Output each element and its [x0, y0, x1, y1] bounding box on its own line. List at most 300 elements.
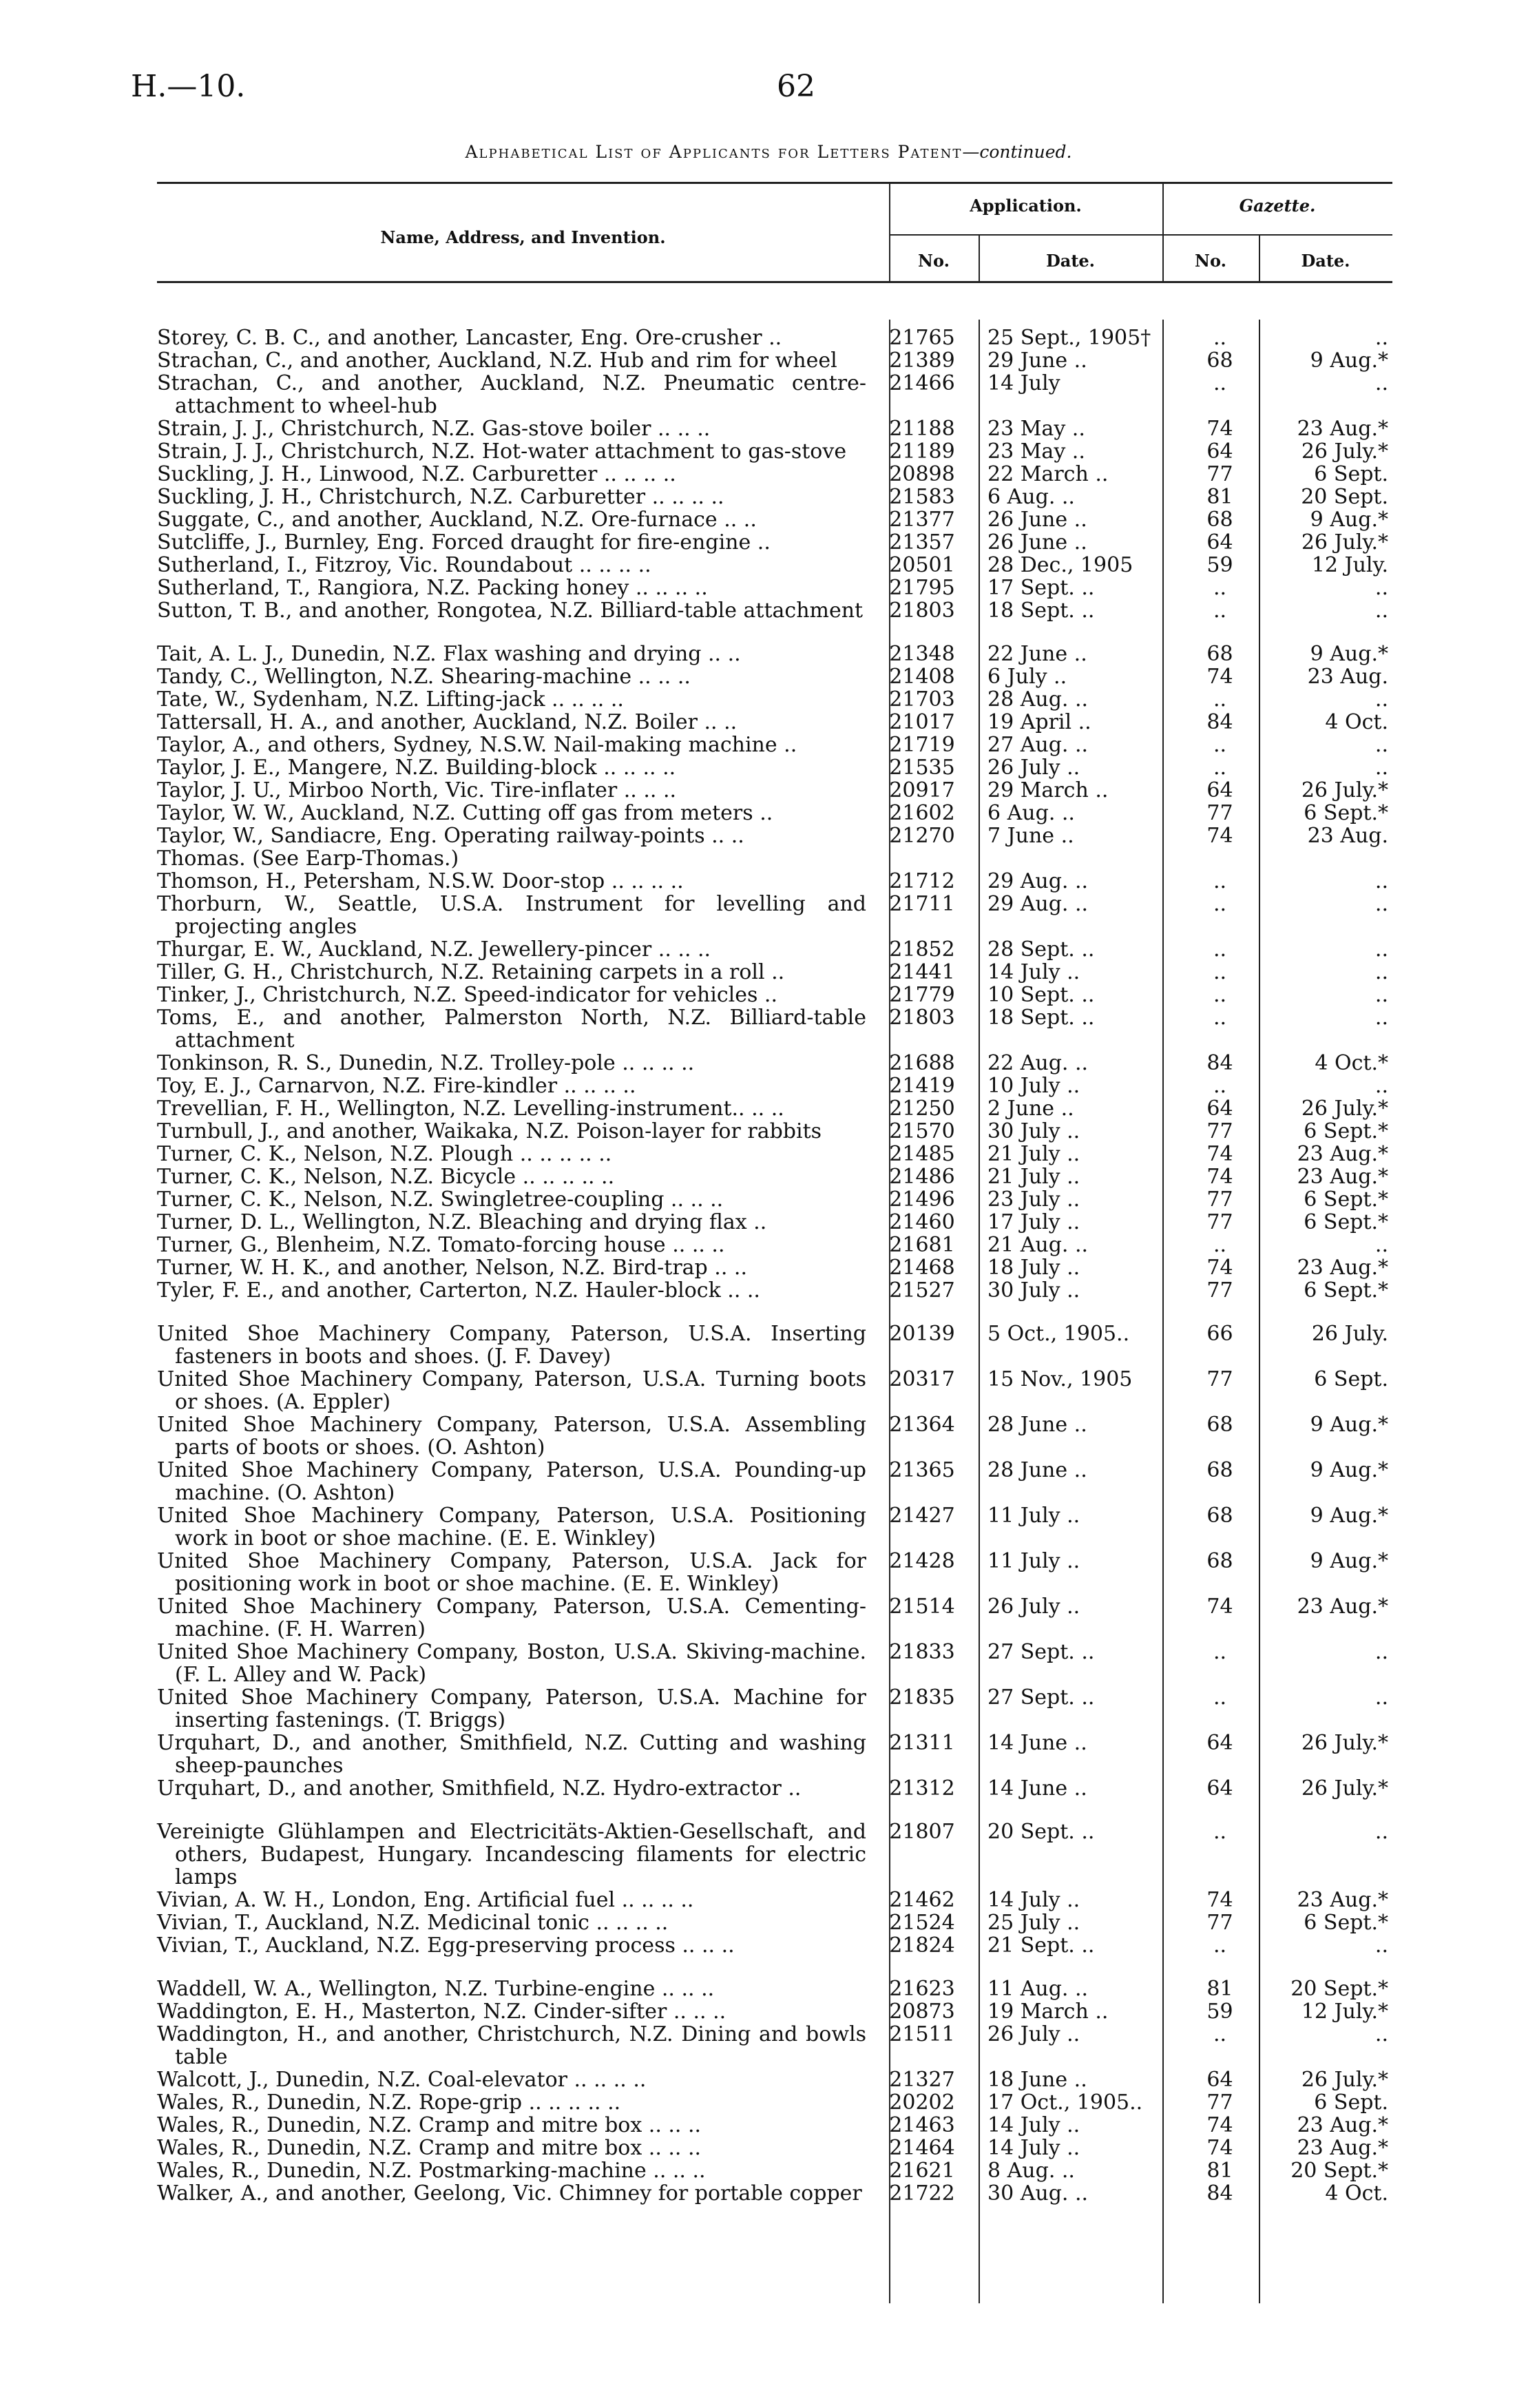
gazette-number: .. — [1213, 1640, 1227, 1664]
application-number: 21419 — [889, 1074, 955, 1098]
applicant-name-invention: United Shoe Machinery Company, Paterson, U.S.A. Assembling parts of boots or shoes. (O. Ashton) — [157, 1413, 866, 1460]
applicant-name-invention: Strachan, C., and another, Auckland, N.Z. Pneumatic centre-attachment to wheel-hub — [157, 371, 866, 418]
applicant-name-invention: United Shoe Machinery Company, Paterson, U.S.A. Jack for positioning work in boot or shoe machine. (E. E. Winkley) — [157, 1549, 866, 1596]
table-row — [157, 486, 1392, 508]
table-row — [157, 1234, 1392, 1256]
application-date: 6 July .. — [987, 665, 1067, 689]
applicant-name-invention: Suckling, J. H., Christchurch, N.Z. Carburetter .. .. .. .. — [157, 485, 724, 509]
gazette-number: 81 — [1206, 2159, 1233, 2183]
application-date: 29 Aug. .. — [987, 869, 1089, 893]
application-number: 21017 — [889, 710, 955, 734]
header-bottom-rule — [157, 281, 1392, 283]
application-date: 26 July .. — [987, 1595, 1080, 1619]
gazette-date: 4 Oct. — [1325, 710, 1388, 734]
application-date: 30 Aug. .. — [987, 2181, 1089, 2205]
gazette-date: 26 July.* — [1301, 778, 1388, 802]
application-number: 21835 — [889, 1685, 955, 1710]
gazette-date: 6 Sept.* — [1304, 1119, 1388, 1143]
gazette-number: .. — [1213, 756, 1227, 780]
gazette-date: .. — [1374, 869, 1388, 893]
gazette-date: .. — [1374, 1640, 1388, 1664]
applicant-name-invention: Toms, E., and another, Palmerston North, N.Z. Billiard-table attachment — [157, 1006, 866, 1052]
table-row — [157, 2182, 1392, 2205]
application-date: 6 Aug. .. — [987, 485, 1075, 509]
table-row — [157, 665, 1392, 688]
applicant-name-invention: Turner, D. L., Wellington, N.Z. Bleaching and drying flax .. — [157, 1210, 767, 1234]
applicant-name-invention: United Shoe Machinery Company, Paterson, U.S.A. Machine for inserting fastenings. (T. Briggs) — [157, 1685, 866, 1732]
gazette-number: 66 — [1206, 1322, 1233, 1346]
gazette-number: 77 — [1206, 462, 1233, 486]
application-date: 21 Aug. .. — [987, 1233, 1089, 1257]
application-date: 18 Sept. .. — [987, 599, 1095, 623]
gazette-date: 9 Aug.* — [1310, 349, 1388, 373]
gazette-date: 9 Aug.* — [1310, 1504, 1388, 1528]
application-date: 27 Aug. .. — [987, 733, 1089, 757]
table-row — [157, 984, 1392, 1006]
gazette-date: 6 Sept. — [1314, 2090, 1388, 2115]
application-number: 21188 — [889, 417, 955, 441]
column-header-gazette: Gazette. — [1239, 196, 1316, 216]
gazette-date: .. — [1374, 2022, 1388, 2046]
application-date: 27 Sept. .. — [987, 1640, 1095, 1664]
gazette-date: 26 July.* — [1301, 2068, 1388, 2092]
application-number: 21460 — [889, 1210, 955, 1234]
entry-list — [157, 326, 1392, 2205]
table-row — [157, 1279, 1392, 1302]
gazette-date: .. — [1374, 576, 1388, 600]
application-number: 21357 — [889, 530, 955, 554]
gazette-number: .. — [1213, 1685, 1227, 1710]
gazette-number: .. — [1213, 1233, 1227, 1257]
table-row — [157, 756, 1392, 779]
application-number: 21570 — [889, 1119, 955, 1143]
application-number: 21527 — [889, 1278, 955, 1302]
gazette-date: .. — [1374, 892, 1388, 916]
application-number: 21496 — [889, 1187, 955, 1212]
table-row — [157, 802, 1392, 824]
applicant-name-invention: Tonkinson, R. S., Dunedin, N.Z. Trolley-pole .. .. .. .. — [157, 1051, 695, 1075]
gazette-number: 68 — [1206, 349, 1233, 373]
applicant-name-invention: United Shoe Machinery Company, Paterson, U.S.A. Positioning work in boot or shoe machine. (E. E. Winkley) — [157, 1504, 866, 1550]
table-row — [157, 463, 1392, 486]
application-number: 21408 — [889, 665, 955, 689]
applicant-name-invention: Strachan, C., and another, Auckland, N.Z. Hub and rim for wheel — [157, 349, 837, 373]
table-row — [157, 2068, 1392, 2091]
gazette-date: 12 July. — [1311, 553, 1388, 577]
table-row — [157, 847, 1392, 870]
table-row — [157, 961, 1392, 984]
table-row — [157, 372, 1392, 417]
table-row — [157, 1686, 1392, 1732]
gazette-number: .. — [1213, 326, 1227, 350]
gazette-number: 74 — [1206, 1256, 1233, 1280]
application-number: 21377 — [889, 508, 955, 532]
gazette-date: .. — [1374, 983, 1388, 1007]
application-number: 21464 — [889, 2136, 955, 2160]
application-date: 14 July .. — [987, 1888, 1080, 1912]
application-number: 20317 — [889, 1367, 955, 1391]
applicant-name-invention: Suggate, C., and another, Auckland, N.Z. Ore-furnace .. .. — [157, 508, 757, 532]
table-row — [157, 734, 1392, 756]
applicant-name-invention: United Shoe Machinery Company, Boston, U.S.A. Skiving-machine. (F. L. Alley and W. Pack) — [157, 1640, 866, 1687]
gazette-number: 81 — [1206, 1977, 1233, 2001]
application-date: 14 June .. — [987, 1776, 1087, 1800]
gazette-number: 77 — [1206, 1119, 1233, 1143]
gazette-date: 6 Sept. — [1314, 1367, 1388, 1391]
applicant-name-invention: Urquhart, D., and another, Smithfield, N.Z. Cutting and washing sheep-paunches — [157, 1731, 866, 1778]
application-number: 21524 — [889, 1911, 955, 1935]
application-number: 21722 — [889, 2181, 955, 2205]
applicant-name-invention: Thomson, H., Petersham, N.S.W. Door-stop .. .. .. .. — [157, 869, 684, 893]
applicant-name-invention: Turner, C. K., Nelson, N.Z. Swingletree-coupling .. .. .. — [157, 1187, 724, 1212]
gazette-number: 68 — [1206, 508, 1233, 532]
gazette-number: 77 — [1206, 1278, 1233, 1302]
table-row — [157, 1911, 1392, 1934]
applicant-name-invention: Tyler, F. E., and another, Carterton, N.Z. Hauler-block .. .. — [157, 1278, 760, 1302]
table-row — [157, 1368, 1392, 1413]
applicant-name-invention: Taylor, J. E., Mangere, N.Z. Building-block .. .. .. .. — [157, 756, 676, 780]
gazette-date: 26 July. — [1311, 1322, 1388, 1346]
gazette-number: 77 — [1206, 1210, 1233, 1234]
table-row — [157, 2023, 1392, 2068]
applicant-name-invention: Trevellian, F. H., Wellington, N.Z. Levelling-instrument.. .. .. — [157, 1097, 784, 1121]
gazette-number: 59 — [1206, 553, 1233, 577]
application-date: 23 May .. — [987, 439, 1085, 464]
applicant-name-invention: United Shoe Machinery Company, Paterson, U.S.A. Pounding-up machine. (O. Ashton) — [157, 1458, 866, 1505]
application-date: 17 Oct., 1905.. — [987, 2090, 1143, 2115]
gazette-number: 74 — [1206, 1165, 1233, 1189]
gazette-number: .. — [1213, 733, 1227, 757]
application-date: 28 June .. — [987, 1458, 1087, 1482]
application-date: 23 May .. — [987, 417, 1085, 441]
table-row — [157, 1595, 1392, 1641]
gazette-number: 64 — [1206, 439, 1233, 464]
application-date: 28 Aug. .. — [987, 687, 1089, 712]
page-title — [0, 142, 1537, 162]
application-number: 21348 — [889, 642, 955, 666]
table-row — [157, 1097, 1392, 1120]
applicant-name-invention: United Shoe Machinery Company, Paterson, U.S.A. Cementing-machine. (F. H. Warren) — [157, 1595, 866, 1641]
table-row — [157, 1075, 1392, 1097]
gazette-number: 81 — [1206, 485, 1233, 509]
applicant-name-invention: Tandy, C., Wellington, N.Z. Shearing-machine .. .. .. — [157, 665, 691, 689]
gazette-number: .. — [1213, 937, 1227, 962]
application-date: 18 Sept. .. — [987, 1006, 1095, 1030]
application-number: 21468 — [889, 1256, 955, 1280]
applicant-name-invention: Tate, W., Sydenham, N.Z. Lifting-jack .. .. .. .. — [157, 687, 624, 712]
gazette-date: 23 Aug.* — [1297, 1142, 1388, 1166]
application-date: 30 July .. — [987, 1119, 1080, 1143]
application-number: 20202 — [889, 2090, 955, 2115]
application-date: 14 July — [987, 371, 1060, 395]
gazette-date: .. — [1374, 1074, 1388, 1098]
applicant-name-invention: Sutton, T. B., and another, Rongotea, N.Z. Billiard-table attachment — [157, 599, 864, 623]
application-number: 21824 — [889, 1933, 955, 1958]
column-header-application: Application. — [970, 196, 1082, 216]
table-row — [157, 688, 1392, 711]
applicant-name-invention: Turner, C. K., Nelson, N.Z. Bicycle .. .. .. .. .. — [157, 1165, 615, 1189]
application-number: 21719 — [889, 733, 955, 757]
gazette-date: .. — [1374, 960, 1388, 984]
table-row — [157, 1188, 1392, 1211]
application-number: 21466 — [889, 371, 955, 395]
application-number: 21681 — [889, 1233, 955, 1257]
application-date: 18 June .. — [987, 2068, 1087, 2092]
applicant-name-invention: Toy, E. J., Carnarvon, N.Z. Fire-kindler .. .. .. .. — [157, 1074, 636, 1098]
application-number: 21463 — [889, 2113, 955, 2137]
application-date: 10 July .. — [987, 1074, 1080, 1098]
applicant-name-invention: Turnbull, J., and another, Waikaka, N.Z. Poison-layer for rabbits — [157, 1119, 822, 1143]
application-date: 27 Sept. .. — [987, 1685, 1095, 1710]
document-code: H.—10. — [131, 69, 246, 104]
application-number: 21485 — [889, 1142, 955, 1166]
applicant-name-invention: Walcott, J., Dunedin, N.Z. Coal-elevator .. .. .. .. — [157, 2068, 647, 2092]
application-date: 14 June .. — [987, 1731, 1087, 1755]
application-number: 21462 — [889, 1888, 955, 1912]
title-text: Alphabetical List of Applicants for Letters Patent — [465, 142, 963, 162]
table-row — [157, 1550, 1392, 1595]
gazette-date: .. — [1374, 1006, 1388, 1030]
column-header-app-date: Date. — [1045, 251, 1096, 271]
application-number: 20898 — [889, 462, 955, 486]
table-row — [157, 1641, 1392, 1686]
application-number: 21583 — [889, 485, 955, 509]
application-date: 26 July .. — [987, 2022, 1080, 2046]
gazette-date: 23 Aug.* — [1297, 2113, 1388, 2137]
applicant-name-invention: Wales, R., Dunedin, N.Z. Cramp and mitre box .. .. .. — [157, 2136, 702, 2160]
application-date: 28 June .. — [987, 1413, 1087, 1437]
gazette-number: 74 — [1206, 665, 1233, 689]
gazette-date: 9 Aug.* — [1310, 1413, 1388, 1437]
table-row — [157, 2137, 1392, 2159]
application-number: 21712 — [889, 869, 955, 893]
application-number: 21711 — [889, 892, 955, 916]
gazette-date: .. — [1374, 1685, 1388, 1710]
table-top-rule — [157, 182, 1392, 184]
gazette-date: 23 Aug.* — [1297, 417, 1388, 441]
gazette-date: 23 Aug.* — [1297, 1165, 1388, 1189]
gazette-number: 77 — [1206, 1187, 1233, 1212]
application-date: 26 July .. — [987, 756, 1080, 780]
table-row — [157, 1934, 1392, 1957]
gazette-number: .. — [1213, 960, 1227, 984]
gazette-date: 26 July.* — [1301, 530, 1388, 554]
column-header-gazette-date: Date. — [1301, 251, 1350, 271]
application-date: 22 June .. — [987, 642, 1087, 666]
application-number: 21486 — [889, 1165, 955, 1189]
gazette-number: 59 — [1206, 2000, 1233, 2024]
table-row — [157, 893, 1392, 938]
application-number: 21365 — [889, 1458, 955, 1482]
table-row — [157, 1820, 1392, 1889]
application-date: 22 Aug. .. — [987, 1051, 1089, 1075]
applicant-name-invention: Turner, W. H. K., and another, Nelson, N.Z. Bird-trap .. .. — [157, 1256, 747, 1280]
gazette-number: .. — [1213, 576, 1227, 600]
applicant-name-invention: Waddington, E. H., Masterton, N.Z. Cinder-sifter .. .. .. — [157, 2000, 726, 2024]
application-number: 21535 — [889, 756, 955, 780]
application-number: 21189 — [889, 439, 955, 464]
gazette-date: .. — [1374, 1933, 1388, 1958]
gazette-number: .. — [1213, 687, 1227, 712]
gazette-number: .. — [1213, 1006, 1227, 1030]
title-continued: —continued. — [962, 142, 1072, 162]
application-number: 21852 — [889, 937, 955, 962]
application-number: 21803 — [889, 599, 955, 623]
applicant-name-invention: Vivian, T., Auckland, N.Z. Egg-preserving process .. .. .. — [157, 1933, 735, 1958]
application-date: 20 Sept. .. — [987, 1820, 1095, 1844]
table-row — [157, 779, 1392, 802]
application-number: 21250 — [889, 1097, 955, 1121]
gazette-number: 84 — [1206, 710, 1233, 734]
application-number: 21765 — [889, 326, 955, 350]
gazette-number: 74 — [1206, 2136, 1233, 2160]
application-date: 2 June .. — [987, 1097, 1074, 1121]
applicant-name-invention: Wales, R., Dunedin, N.Z. Cramp and mitre box .. .. .. — [157, 2113, 702, 2137]
gazette-number: 64 — [1206, 530, 1233, 554]
gazette-number: 77 — [1206, 801, 1233, 825]
gazette-date: 23 Aug.* — [1297, 2136, 1388, 2160]
gazette-date: 23 Aug.* — [1297, 1595, 1388, 1619]
gazette-number: 64 — [1206, 1776, 1233, 1800]
application-date: 26 June .. — [987, 508, 1087, 532]
table-row — [157, 2091, 1392, 2114]
applicant-name-invention: Walker, A., and another, Geelong, Vic. Chimney for portable copper — [157, 2181, 862, 2205]
application-date: 11 July .. — [987, 1504, 1080, 1528]
applicant-name-invention: Thomas. (See Earp-Thomas.) — [157, 847, 459, 871]
applicant-name-invention: Tattersall, H. A., and another, Auckland, N.Z. Boiler .. .. — [157, 710, 738, 734]
application-date: 19 March .. — [987, 2000, 1109, 2024]
applicant-name-invention: Turner, C. K., Nelson, N.Z. Plough .. .. .. .. .. — [157, 1142, 612, 1166]
table-row — [157, 2114, 1392, 2137]
gazette-number: 77 — [1206, 2090, 1233, 2115]
application-date: 29 June .. — [987, 349, 1087, 373]
gazette-date: .. — [1374, 326, 1388, 350]
application-number: 21312 — [889, 1776, 955, 1800]
table-row — [157, 1143, 1392, 1165]
application-number: 21621 — [889, 2159, 955, 2183]
application-date: 28 Dec., 1905 — [987, 553, 1133, 577]
application-number: 20501 — [889, 553, 955, 577]
gazette-number: .. — [1213, 869, 1227, 893]
table-row — [157, 417, 1392, 440]
table-row — [157, 508, 1392, 531]
application-number: 21428 — [889, 1549, 955, 1573]
application-date: 5 Oct., 1905.. — [987, 1322, 1130, 1346]
applicant-name-invention: Waddington, H., and another, Christchurch, N.Z. Dining and bowls table — [157, 2022, 866, 2069]
gazette-number: 74 — [1206, 2113, 1233, 2137]
gazette-number: 77 — [1206, 1911, 1233, 1935]
gazette-date: 4 Oct. — [1325, 2181, 1388, 2205]
gazette-number: .. — [1213, 983, 1227, 1007]
gazette-number: .. — [1213, 599, 1227, 623]
application-number: 21602 — [889, 801, 955, 825]
applicant-name-invention: Turner, G., Blenheim, N.Z. Tomato-forcing house .. .. .. — [157, 1233, 725, 1257]
application-date: 14 July .. — [987, 2113, 1080, 2137]
table-row — [157, 1322, 1392, 1368]
applicant-name-invention: Thurgar, E. W., Auckland, N.Z. Jewellery-pincer .. .. .. — [157, 937, 711, 962]
gazette-date: 20 Sept.* — [1290, 2159, 1388, 2183]
gazette-date: .. — [1374, 937, 1388, 962]
application-number: 20917 — [889, 778, 955, 802]
applicant-name-invention: United Shoe Machinery Company, Paterson, U.S.A. Inserting fasteners in boots and shoes. (J. F. Davey) — [157, 1322, 866, 1369]
gazette-date: 6 Sept.* — [1304, 1187, 1388, 1212]
gazette-date: .. — [1374, 371, 1388, 395]
table-row — [157, 1777, 1392, 1800]
application-date: 21 Sept. .. — [987, 1933, 1095, 1958]
application-date: 6 Aug. .. — [987, 801, 1075, 825]
gazette-date: 26 July.* — [1301, 1776, 1388, 1800]
gazette-number: 64 — [1206, 1731, 1233, 1755]
table-row — [157, 1052, 1392, 1075]
gazette-date: .. — [1374, 1820, 1388, 1844]
applicant-name-invention: Sutherland, T., Rangiora, N.Z. Packing honey .. .. .. .. — [157, 576, 708, 600]
application-date: 7 June .. — [987, 824, 1074, 848]
gazette-date: 9 Aug.* — [1310, 1458, 1388, 1482]
application-date: 25 July .. — [987, 1911, 1080, 1935]
application-number: 21270 — [889, 824, 955, 848]
table-row — [157, 531, 1392, 554]
gazette-number: 64 — [1206, 778, 1233, 802]
application-date: 25 Sept., 1905† — [987, 326, 1151, 350]
applicant-name-invention: Tinker, J., Christchurch, N.Z. Speed-indicator for vehicles .. — [157, 983, 777, 1007]
applicant-name-invention: Tiller, G. H., Christchurch, N.Z. Retaining carpets in a roll .. — [157, 960, 785, 984]
table-row — [157, 2000, 1392, 2023]
gazette-number: 68 — [1206, 1549, 1233, 1573]
column-header-name: Name, Address, and Invention. — [380, 227, 666, 247]
table-row — [157, 643, 1392, 665]
application-date: 10 Sept. .. — [987, 983, 1095, 1007]
table-row — [157, 1211, 1392, 1234]
gazette-date: .. — [1374, 733, 1388, 757]
table-row — [157, 599, 1392, 622]
application-date: 11 Aug. .. — [987, 1977, 1089, 2001]
gazette-date: 6 Sept.* — [1304, 801, 1388, 825]
application-number: 21511 — [889, 2022, 955, 2046]
application-date: 14 July .. — [987, 960, 1080, 984]
application-date: 29 Aug. .. — [987, 892, 1089, 916]
application-date: 19 April .. — [987, 710, 1091, 734]
application-date: 29 March .. — [987, 778, 1109, 802]
gazette-number: 68 — [1206, 1504, 1233, 1528]
table-row — [157, 1413, 1392, 1459]
applicant-name-invention: Sutcliffe, J., Burnley, Eng. Forced draught for fire-engine .. — [157, 530, 771, 554]
gazette-date: .. — [1374, 687, 1388, 712]
application-number: 21795 — [889, 576, 955, 600]
applicant-name-invention: Strain, J. J., Christchurch, N.Z. Hot-water attachment to gas-stove — [157, 439, 847, 464]
applicant-name-invention: Vereinigte Glühlampen and Electricitäts-Aktien-Gesellschaft, and others, Budapest, Hungary. Incandescing filaments for electric lamps — [157, 1820, 866, 1889]
applicant-name-invention: Wales, R., Dunedin, N.Z. Postmarking-machine .. .. .. — [157, 2159, 706, 2183]
column-header-app-no: No. — [918, 251, 950, 271]
column-header-gazette-no: No. — [1195, 251, 1226, 271]
gazette-number: 84 — [1206, 1051, 1233, 1075]
table-row — [157, 349, 1392, 372]
gazette-number: 68 — [1206, 642, 1233, 666]
gazette-date: .. — [1374, 1233, 1388, 1257]
gazette-number: .. — [1213, 892, 1227, 916]
gazette-date: 9 Aug.* — [1310, 508, 1388, 532]
table-row — [157, 1504, 1392, 1550]
table-row — [157, 870, 1392, 893]
gazette-date: 26 July.* — [1301, 1097, 1388, 1121]
applicant-name-invention: Vivian, A. W. H., London, Eng. Artificial fuel .. .. .. .. — [157, 1888, 694, 1912]
application-date: 15 Nov., 1905 — [987, 1367, 1133, 1391]
application-date: 17 Sept. .. — [987, 576, 1095, 600]
applicant-name-invention: Wales, R., Dunedin, N.Z. Rope-grip .. .. .. .. .. — [157, 2090, 621, 2115]
application-date: 21 July .. — [987, 1165, 1080, 1189]
application-number: 21441 — [889, 960, 955, 984]
gazette-date: 9 Aug.* — [1310, 1549, 1388, 1573]
gazette-date: 6 Sept.* — [1304, 1278, 1388, 1302]
